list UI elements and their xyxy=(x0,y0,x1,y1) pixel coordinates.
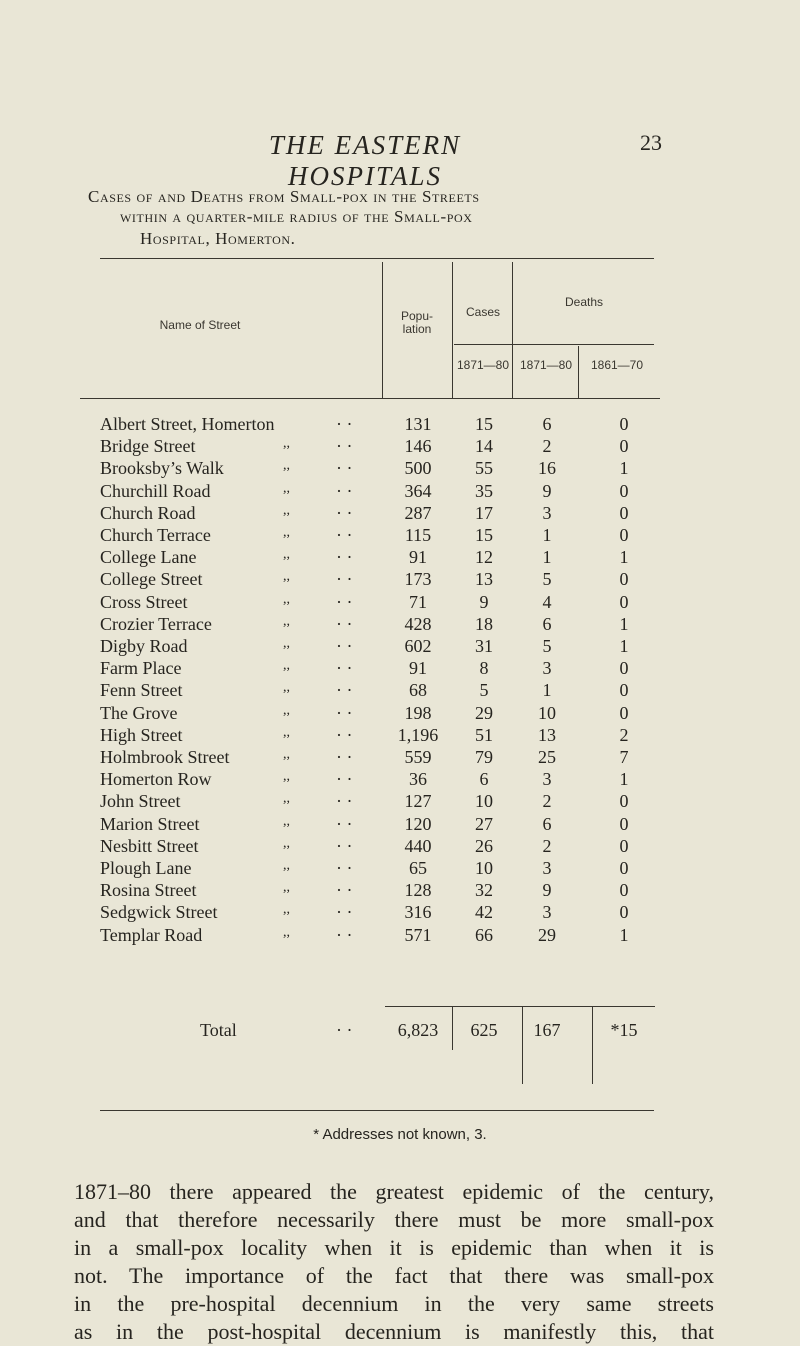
table-row xyxy=(0,636,800,658)
cases-cell: 79 xyxy=(475,747,493,767)
table-row xyxy=(0,436,800,458)
deaths-1861-70-cell: 0 xyxy=(619,702,629,723)
ditto-mark: ,, xyxy=(283,480,290,496)
population-cell: 173 xyxy=(404,569,432,590)
ditto-mark: ,, xyxy=(283,747,290,762)
table-row xyxy=(0,902,800,924)
street-name: Homerton Row xyxy=(100,769,212,790)
leader-dots: · · xyxy=(336,880,353,901)
column-rule xyxy=(452,262,453,398)
cases-cell: 5 xyxy=(479,680,489,701)
cases-cell: 13 xyxy=(475,569,493,590)
leader-dots: · · xyxy=(336,458,353,479)
population-cell: 71 xyxy=(409,591,427,612)
cases-cell: 29 xyxy=(475,702,493,723)
table-bottom-rule xyxy=(100,1110,654,1111)
text-line: in a small-pox locality when it is epidemic than when it is xyxy=(74,1235,714,1260)
deaths-1861-70-cell: 1 xyxy=(619,769,629,790)
deaths-1871-80-cell: 2 xyxy=(542,791,552,812)
table-row xyxy=(0,703,800,725)
table-row xyxy=(0,658,800,680)
header-deaths: Deaths xyxy=(564,295,604,309)
leader-dots: · · xyxy=(336,436,353,457)
population-cell: 500 xyxy=(404,458,432,479)
population-cell: 146 xyxy=(404,436,432,457)
street-name: Farm Place xyxy=(100,658,182,679)
running-head: THE EASTERN HOSPITALS xyxy=(268,130,462,191)
cases-cell: 31 xyxy=(475,636,493,656)
table-row xyxy=(0,680,800,702)
header-cases: Cases xyxy=(465,305,500,319)
deaths-1871-80-cell: 6 xyxy=(542,414,552,434)
leader-dots: · · xyxy=(336,569,353,590)
column-rule xyxy=(578,346,579,398)
leader-dots: · · xyxy=(336,835,353,856)
deaths-1871-80-cell: 29 xyxy=(538,924,556,945)
deaths-1861-70-cell: 0 xyxy=(619,569,629,590)
deaths-1871-80-cell: 10 xyxy=(538,702,556,723)
street-name: Fenn Street xyxy=(100,680,183,701)
deaths-1871-80-cell: 13 xyxy=(538,724,556,745)
deaths-1861-70-cell: 0 xyxy=(619,880,629,901)
street-name: Albert Street, Homerton xyxy=(100,414,275,434)
population-cell: 559 xyxy=(404,747,432,767)
deaths-1861-70-cell: 7 xyxy=(619,747,629,767)
ditto-mark: ,, xyxy=(283,436,290,452)
ditto-mark: ,, xyxy=(283,680,290,696)
street-name: John Street xyxy=(100,791,181,812)
text-line: and that therefore necessarily there must be more small-pox xyxy=(74,1207,714,1232)
leader-dots: · · xyxy=(336,724,353,745)
subheader-rule xyxy=(454,344,654,345)
street-name: The Grove xyxy=(100,702,178,723)
cases-cell: 42 xyxy=(475,902,493,923)
deaths-1861-70-cell: 0 xyxy=(619,414,629,434)
column-rule xyxy=(522,1006,523,1084)
table-row xyxy=(0,769,800,791)
deaths-1871-80-cell: 9 xyxy=(542,880,552,901)
leader-dots: · · xyxy=(336,769,353,790)
deaths-1871-80-cell: 5 xyxy=(542,636,552,656)
deaths-1861-70-cell: 1 xyxy=(619,458,629,479)
deaths-1861-70-cell: 1 xyxy=(619,636,629,656)
population-cell: 91 xyxy=(409,658,427,679)
cases-cell: 35 xyxy=(475,480,493,501)
leader-dots: · · xyxy=(336,658,353,679)
street-name: Marion Street xyxy=(100,813,200,834)
deaths-1871-80-cell: 9 xyxy=(542,480,552,501)
total-cases: 625 xyxy=(470,1020,498,1040)
table-row xyxy=(0,814,800,836)
ditto-mark: ,, xyxy=(283,791,290,807)
population-cell: 1,196 xyxy=(397,724,439,745)
header-deaths-period: 1871—80 xyxy=(519,358,573,372)
total-deaths-1871-80: 167 xyxy=(533,1020,561,1040)
population-cell: 364 xyxy=(404,480,432,501)
cases-cell: 10 xyxy=(475,791,493,812)
leader-dots: · · xyxy=(336,858,353,878)
population-cell: 36 xyxy=(409,769,427,790)
deaths-1871-80-cell: 6 xyxy=(542,813,552,834)
street-name: Sedgwick Street xyxy=(100,902,218,923)
table-row xyxy=(0,725,800,747)
cases-cell: 27 xyxy=(475,813,493,834)
total-label: Total xyxy=(200,1020,237,1040)
footnote: * Addresses not known, 3. xyxy=(313,1126,487,1143)
population-cell: 65 xyxy=(409,858,427,878)
leader-dots: · · xyxy=(336,480,353,501)
table-row xyxy=(0,747,800,769)
street-name: Digby Road xyxy=(100,636,188,656)
text-line: as in the post-hospital decennium is manifestly this, that xyxy=(74,1319,714,1344)
deaths-1861-70-cell: 1 xyxy=(619,924,629,945)
leader-dots: · · xyxy=(336,591,353,612)
total-deaths-1861-70: *15 xyxy=(610,1020,638,1040)
street-name: Rosina Street xyxy=(100,880,197,901)
population-cell: 68 xyxy=(409,680,427,701)
page-number: 23 xyxy=(640,130,662,155)
street-name: Brooksby’s Walk xyxy=(100,458,224,479)
table-row xyxy=(0,481,800,503)
ditto-mark: ,, xyxy=(283,858,290,873)
deaths-1861-70-cell: 1 xyxy=(619,547,629,568)
deaths-1871-80-cell: 3 xyxy=(542,858,552,878)
column-rule xyxy=(592,1006,593,1084)
ditto-mark: ,, xyxy=(283,658,290,674)
population-cell: 115 xyxy=(404,525,432,545)
table-row xyxy=(0,791,800,813)
cases-cell: 32 xyxy=(475,880,493,901)
population-cell: 440 xyxy=(404,835,432,856)
table-row xyxy=(0,569,800,591)
table-row xyxy=(0,592,800,614)
table-row xyxy=(0,414,800,436)
cases-cell: 15 xyxy=(475,414,493,434)
leader-dots: · · xyxy=(336,813,353,834)
cases-cell: 14 xyxy=(475,436,493,457)
leader-dots: · · xyxy=(336,902,353,923)
leader-dots: · · xyxy=(336,924,353,945)
deaths-1861-70-cell: 0 xyxy=(619,480,629,501)
leader-dots: · · xyxy=(336,525,353,545)
column-rule xyxy=(452,1006,453,1050)
table-row xyxy=(0,614,800,636)
deaths-1871-80-cell: 3 xyxy=(542,502,552,523)
street-name: Templar Road xyxy=(100,924,203,945)
caption-line: Hospital, Homerton. xyxy=(140,229,296,248)
leader-dots: · · xyxy=(336,502,353,523)
caption-line: Cases of and Deaths from Small-pox in the Streets xyxy=(88,187,480,206)
caption-line: within a quarter-mile radius of the Small-pox xyxy=(120,207,473,226)
ditto-mark: ,, xyxy=(283,569,290,585)
total-top-rule xyxy=(385,1006,655,1007)
deaths-1861-70-cell: 0 xyxy=(619,858,629,878)
table-row xyxy=(0,503,800,525)
cases-cell: 9 xyxy=(479,591,489,612)
cases-cell: 6 xyxy=(479,769,489,790)
ditto-mark: ,, xyxy=(283,813,290,829)
text-line: not. The importance of the fact that there was small-pox xyxy=(74,1263,714,1288)
deaths-1861-70-cell: 0 xyxy=(619,502,629,523)
text-line: 1871–80 there appeared the greatest epidemic of the century, xyxy=(74,1179,714,1204)
population-cell: 602 xyxy=(404,636,432,656)
population-cell: 287 xyxy=(404,502,432,523)
street-name: College Street xyxy=(100,569,203,590)
ditto-mark: ,, xyxy=(283,724,290,740)
deaths-1871-80-cell: 2 xyxy=(542,835,552,856)
column-rule xyxy=(382,262,383,398)
deaths-1871-80-cell: 1 xyxy=(542,525,552,545)
total-dots: · · xyxy=(336,1020,353,1040)
population-cell: 131 xyxy=(404,414,432,434)
cases-cell: 10 xyxy=(475,858,493,878)
ditto-mark: ,, xyxy=(283,458,290,474)
cases-cell: 18 xyxy=(475,613,493,634)
table-row xyxy=(0,525,800,547)
deaths-1861-70-cell: 0 xyxy=(619,902,629,923)
street-name: Church Terrace xyxy=(100,525,211,545)
ditto-mark: ,, xyxy=(283,636,290,651)
header-population: Popu- lation xyxy=(400,309,434,336)
text-line: in the pre-hospital decennium in the very same streets xyxy=(74,1291,714,1316)
table-row xyxy=(0,858,800,880)
ditto-mark: ,, xyxy=(283,924,290,940)
table-row xyxy=(0,836,800,858)
deaths-1861-70-cell: 0 xyxy=(619,658,629,679)
population-cell: 198 xyxy=(404,702,432,723)
table-row xyxy=(0,880,800,902)
deaths-1861-70-cell: 0 xyxy=(619,525,629,545)
table-top-rule xyxy=(100,258,654,259)
leader-dots: · · xyxy=(336,636,353,656)
leader-dots: · · xyxy=(336,702,353,723)
deaths-1861-70-cell: 0 xyxy=(619,436,629,457)
deaths-1871-80-cell: 1 xyxy=(542,547,552,568)
cases-cell: 15 xyxy=(475,525,493,545)
cases-cell: 17 xyxy=(475,502,493,523)
ditto-mark: ,, xyxy=(283,547,290,563)
leader-dots: · · xyxy=(336,747,353,767)
column-rule xyxy=(512,262,513,398)
header-deaths-period: 1861—70 xyxy=(590,358,644,372)
cases-cell: 51 xyxy=(475,724,493,745)
ditto-mark: ,, xyxy=(283,502,290,518)
body-paragraph xyxy=(74,1178,714,1346)
ditto-mark: ,, xyxy=(283,591,290,607)
deaths-1861-70-cell: 0 xyxy=(619,680,629,701)
ditto-mark: ,, xyxy=(283,902,290,918)
deaths-1861-70-cell: 1 xyxy=(619,613,629,634)
street-name: College Lane xyxy=(100,547,197,568)
population-cell: 91 xyxy=(409,547,427,568)
table-row xyxy=(0,925,800,947)
header-cases-period: 1871—80 xyxy=(456,358,510,372)
cases-cell: 12 xyxy=(475,547,493,568)
leader-dots: · · xyxy=(336,791,353,812)
table-row xyxy=(0,458,800,480)
header-rule xyxy=(80,398,660,399)
deaths-1861-70-cell: 0 xyxy=(619,835,629,856)
street-name: Holmbrook Street xyxy=(100,747,230,767)
deaths-1871-80-cell: 2 xyxy=(542,436,552,457)
deaths-1871-80-cell: 25 xyxy=(538,747,556,767)
leader-dots: · · xyxy=(336,680,353,701)
population-cell: 428 xyxy=(404,613,432,634)
street-name: Crozier Terrace xyxy=(100,613,212,634)
ditto-mark: ,, xyxy=(283,769,290,785)
deaths-1871-80-cell: 6 xyxy=(542,613,552,634)
deaths-1871-80-cell: 3 xyxy=(542,902,552,923)
leader-dots: · · xyxy=(336,414,353,434)
street-name: Church Road xyxy=(100,502,196,523)
cases-cell: 55 xyxy=(475,458,493,479)
street-name: High Street xyxy=(100,724,183,745)
leader-dots: · · xyxy=(336,547,353,568)
deaths-1861-70-cell: 0 xyxy=(619,591,629,612)
deaths-1861-70-cell: 0 xyxy=(619,813,629,834)
cases-cell: 26 xyxy=(475,835,493,856)
population-cell: 120 xyxy=(404,813,432,834)
street-name: Bridge Street xyxy=(100,436,196,457)
deaths-1861-70-cell: 0 xyxy=(619,791,629,812)
ditto-mark: ,, xyxy=(283,613,290,629)
ditto-mark: ,, xyxy=(283,525,290,540)
population-cell: 128 xyxy=(404,880,432,901)
population-cell: 571 xyxy=(404,924,432,945)
deaths-1871-80-cell: 1 xyxy=(542,680,552,701)
ditto-mark: ,, xyxy=(283,835,290,851)
cases-cell: 8 xyxy=(479,658,489,679)
street-name: Churchill Road xyxy=(100,480,211,501)
ditto-mark: ,, xyxy=(283,702,290,718)
population-cell: 316 xyxy=(404,902,432,923)
deaths-1871-80-cell: 16 xyxy=(538,458,556,479)
leader-dots: · · xyxy=(336,613,353,634)
ditto-mark: ,, xyxy=(283,880,290,896)
street-name: Plough Lane xyxy=(100,858,192,878)
total-population: 6,823 xyxy=(397,1020,439,1040)
table-row xyxy=(0,547,800,569)
deaths-1861-70-cell: 2 xyxy=(619,724,629,745)
cases-cell: 66 xyxy=(475,924,493,945)
deaths-1871-80-cell: 3 xyxy=(542,769,552,790)
header-name: Name of Street xyxy=(159,318,241,332)
deaths-1871-80-cell: 3 xyxy=(542,658,552,679)
street-name: Nesbitt Street xyxy=(100,835,199,856)
population-cell: 127 xyxy=(404,791,432,812)
street-name: Cross Street xyxy=(100,591,188,612)
deaths-1871-80-cell: 5 xyxy=(542,569,552,590)
deaths-1871-80-cell: 4 xyxy=(542,591,552,612)
